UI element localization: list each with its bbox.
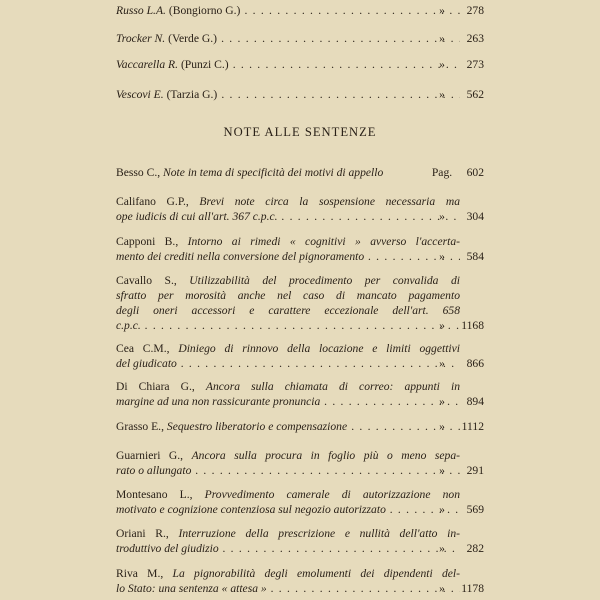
note-entry: Riva M., La pignorabilità degli emolumenti dei dipendenti del- lo Stato: una sentenza « attesa » . . . [116, 566, 460, 596]
page-prefix: » [439, 250, 445, 263]
page-number: 304 [466, 210, 484, 223]
page-number: 291 [466, 464, 484, 477]
note-entry: Montesano L., Provvedimento camerale di autorizzazione non motivato e cognizione contenziosa sul negozio autorizzato . . . [116, 487, 460, 517]
page-prefix: » [439, 319, 445, 332]
page-number: 1178 [461, 582, 484, 595]
page-prefix: » [439, 210, 445, 223]
index-entry: Vescovi E. (Tarzia G.) . . . [116, 87, 460, 102]
page-prefix: » [439, 503, 445, 516]
page-number: 278 [466, 4, 484, 17]
page-prefix: » [439, 88, 445, 101]
page-number: 562 [466, 88, 484, 101]
note-entry: Califano G.P., Brevi note circa la sospensione necessaria ma ope iudicis di cui all'art. 367 c.p.c. . . . [116, 194, 460, 224]
page-number: 866 [466, 357, 484, 370]
page-number: 1168 [461, 319, 484, 332]
page-number: 263 [466, 32, 484, 45]
note-entry: Besso C., Note in tema di specificità dei motivi di appello [116, 166, 384, 179]
page-number: 569 [466, 503, 484, 516]
page-prefix: » [439, 32, 445, 45]
section-heading: NOTE ALLE SENTENZE [223, 125, 377, 139]
page-number: 584 [466, 250, 484, 263]
note-entry: Cea C.M., Diniego di rinnovo della locazione e limiti oggettivi del giudicato . . . [116, 341, 460, 371]
page-number: 894 [466, 395, 484, 408]
page-prefix: » [439, 420, 445, 433]
note-entry: Oriani R., Interruzione della prescrizione e nullità dell'atto in- troduttivo del giudizio . . . [116, 526, 460, 556]
page-prefix: » [439, 582, 445, 595]
page-prefix: » [439, 4, 445, 17]
page-prefix: Pag. [431, 166, 453, 179]
page-prefix: » [439, 357, 445, 370]
page-prefix: » [439, 464, 445, 477]
note-entry: Capponi B., Intorno ai rimedi « cognitivi » avverso l'accerta- mento dei crediti nella conversione del pignoramento . . . [116, 234, 460, 264]
index-entry: Trocker N. (Verde G.) . . . [116, 31, 460, 46]
page-prefix: » [439, 542, 445, 555]
note-entry: Guarnieri G., Ancora sulla procura in foglio più o meno sepa- rato o allungato . . . [116, 448, 460, 478]
page-number: 273 [466, 58, 484, 71]
note-entry: Di Chiara G., Ancora sulla chiamata di correo: appunti in margine ad una non rassicurante pronuncia . . . [116, 379, 460, 409]
note-entry: Grasso E., Sequestro liberatorio e compensazione . . . [116, 419, 460, 434]
page-number: 1112 [461, 420, 484, 433]
index-entry: Vaccarella R. (Punzi C.) . . . [116, 57, 460, 72]
page-number: 282 [466, 542, 484, 555]
note-entry: Cavallo S., Utilizzabilità del procedimento per convalida di sfratto per morosità anche nel caso di mancato pagamento degli oneri accessori e carattere eccezionale dell'art. 658 c.p.c. . . . [116, 273, 460, 333]
index-entry: Russo L.A. (Bongiorno G.) . . . [116, 3, 460, 18]
page-number: 602 [466, 166, 484, 179]
page-prefix: » [439, 395, 445, 408]
page-prefix: » [439, 58, 445, 71]
